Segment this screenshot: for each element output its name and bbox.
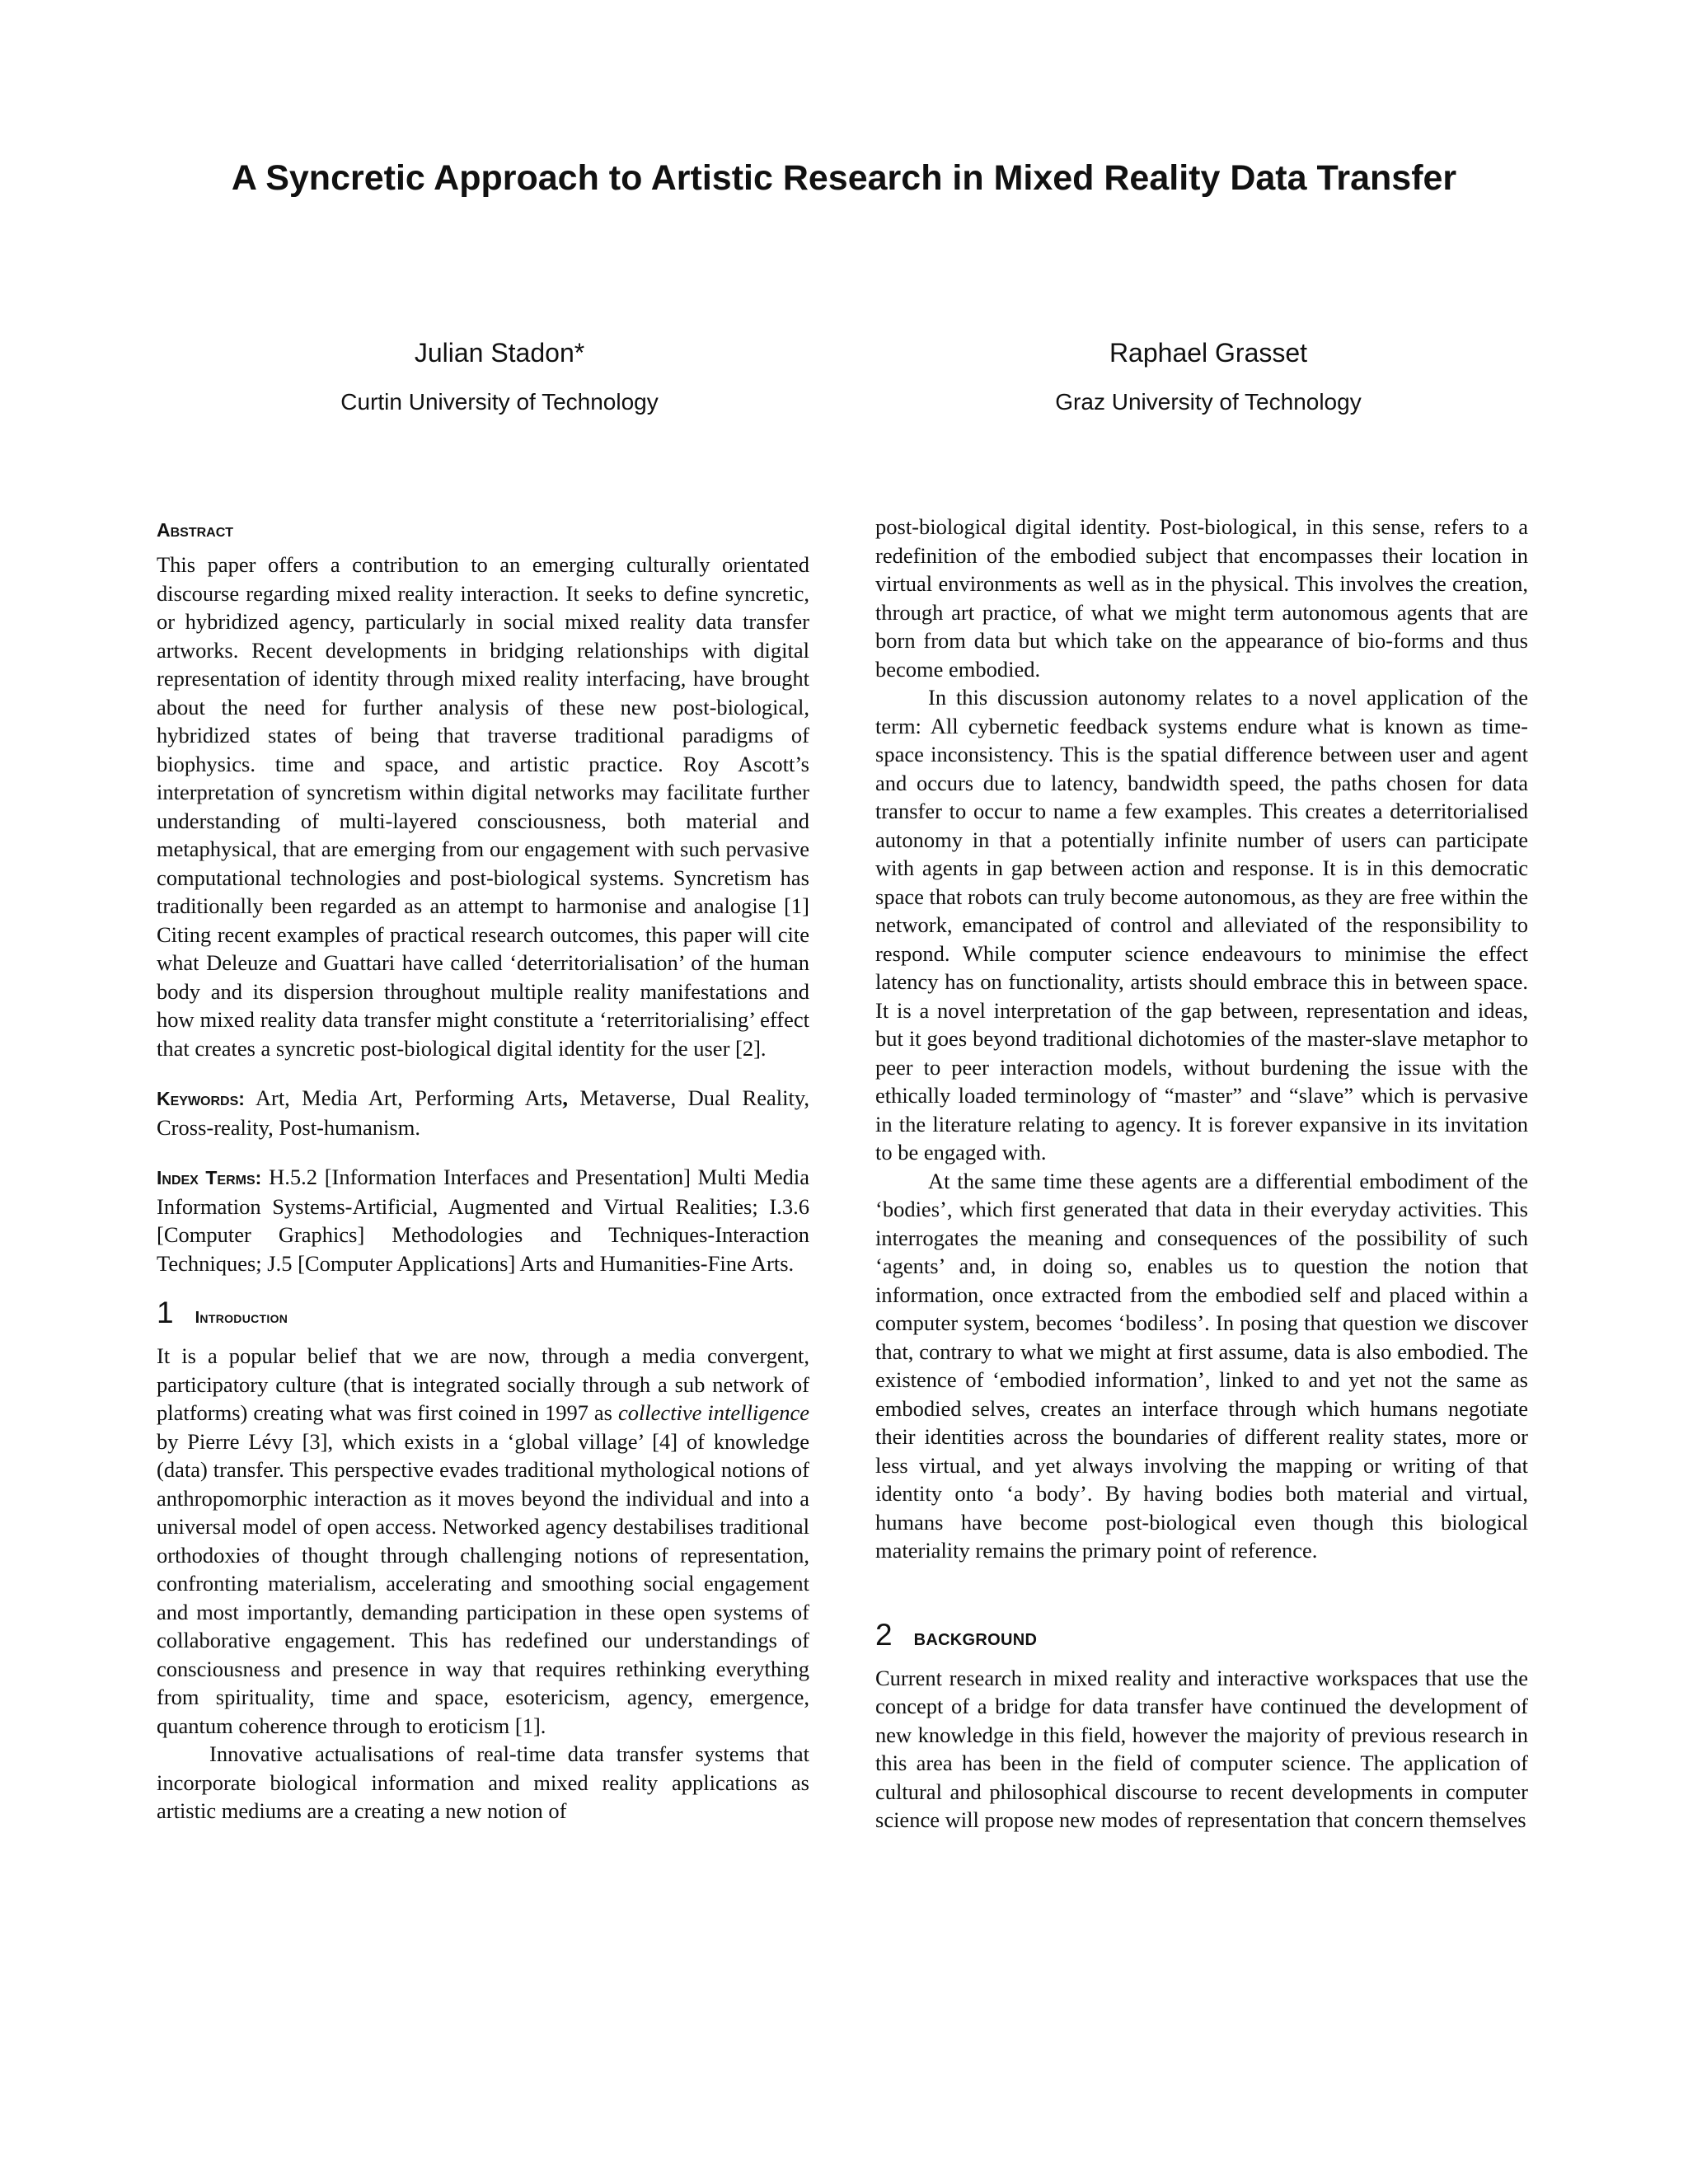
keywords-text: Metaverse, Dual Reality, Cross-reality, Post-humanism.	[157, 1085, 809, 1140]
author-affiliation: Graz University of Technology	[1055, 389, 1362, 415]
introduction-paragraph-4: In this discussion autonomy relates to a novel application of the term: All cybernetic feedback systems endure what is known as time-space inconsistency. This is the spatial difference between user and agent and occurs due to latency, bandwidth speed, the paths chosen for data transfer to occur to name a few examples. This creates a deterritorialised autonomy in that a potentially infinite number of users can participate with agents in gap between action and response. It is in this democratic space that robots can truly become autonomous, as they are free within the network, emancipated of control and alleviated of the responsibility to respond. While computer science endeavours to minimise the effect latency has on functionality, artists should embrace this in between space. It is a novel interpretation of the gap between, representation and ideas, but it goes beyond traditional dichotomies of the master-slave metaphor to peer to peer interaction models, without burdening the issue with the ethically loaded terminology of “master” and “slave” which is pervasive in the literature relating to agency. It is forever expansive in its invitation to be engaged with.	[875, 685, 1528, 1165]
keywords-label: Keywords:	[157, 1088, 245, 1109]
section-number: 2	[875, 1617, 893, 1652]
paper-title: A Syncretic Approach to Artistic Research in Mixed Reality Data Transfer	[231, 158, 1457, 198]
author-name: Raphael Grasset	[1109, 338, 1308, 368]
emphasis-text: collective intelligence	[617, 1400, 809, 1425]
abstract-heading: Abstract	[157, 519, 234, 541]
introduction-paragraph-2: Innovative actualisations of real-time data transfer systems that incorporate biological information and mixed reality applications as artistic mediums are a creating a new notion of	[157, 1741, 809, 1823]
introduction-paragraph-5: At the same time these agents are a differential embodiment of the ‘bodies’, which first generated that data in their everyday activities. This interrogates the meaning and consequences of the possibility of such ‘agents’ and, in doing so, enables us to question the notion that information, once extracted from the embodied self and placed within a computer system, becomes ‘bodiless’. In posing that question we discover that, contrary to what we might at first assume, data is also embodied. The existence of ‘embodied information’, linked to and yet not the same as embodied selves, creates an interface through which humans negotiate their identities across the boundaries of different reality states, more or less virtual, and yet always involving the mapping or writing of that identity onto ‘a body’. By having bodies both material and virtual, humans have become post-biological even though this biological materiality remains the primary point of reference.	[875, 1168, 1528, 1563]
introduction-paragraph-1	[157, 1342, 809, 1740]
abstract-text: This paper offers a contribution to an emerging culturally orientated discourse regarding mixed reality interaction. It seeks to define syncretic, or hybridized agency, particularly in social mixed reality data transfer artworks. Recent developments in bridging relationships with digital representation of identity through mixed reality interfacing, have brought about the need for further analysis of these new post-biological, hybridized states of being that traverse traditional paradigms of biophysics. time and space, and artistic practice. Roy Ascott’s interpretation of syncretism within digital networks may facilitate further understanding of multi-layered consciousness, both material and metaphysical, that are emerging from our engagement with such pervasive computational technologies and post-biological systems. Syncretism has traditionally been regarded as an attempt to harmonise and analogise [1] Citing recent examples of practical research outcomes, this paper will cite what Deleuze and Guattari have called ‘deterritorialisation’ of the human body and its dispersion throughout multiple reality manifestations and how mixed reality data transfer might constitute a ‘reterritorialising’ effect that creates a syncretic post-biological digital identity for the user [2].	[157, 552, 809, 1061]
right-column	[875, 513, 1528, 1835]
keywords	[157, 1084, 809, 1141]
author-name: Julian Stadon*	[414, 338, 585, 368]
section-number: 1	[157, 1296, 174, 1329]
index-terms-label: Index Terms:	[157, 1167, 262, 1188]
author-block-2	[837, 336, 1579, 417]
author-block-1	[129, 336, 870, 417]
text-run: by Pierre Lévy [3], which exists in a ‘global village’ [4] of knowledge (data) transfer. This perspective evades traditional mythological notions of anthropomorphic interaction as it moves beyond the individual and into a universal model of open access. Networked agency destabilises traditional orthodoxies of thought through challenging notions of representation, confronting materialism, accelerating and smoothing social engagement and most importantly, demanding participation in these open systems of collaborative engagement. This has redefined our understandings of consciousness and presence in way that requires rethinking everything from spirituality, time and space, esotericism, agency, emergence, quantum coherence through to eroticism [1].	[157, 1428, 809, 1738]
section-heading-introduction	[157, 1296, 809, 1335]
section-title: Introduction	[195, 1309, 288, 1327]
author-affiliation: Curtin University of Technology	[340, 389, 659, 415]
section-title: BACKGROUND	[913, 1630, 1038, 1649]
index-terms-text: H.5.2 [Information Interfaces and Presentation] Multi Media Information Systems-Artificial, Augmented and Virtual Realities; I.3.6 [Computer Graphics] Methodologies and Techniques-Interaction Techniques; J.5 [Computer Applications] Arts and Humanities-Fine Arts.	[157, 1165, 810, 1276]
keywords-bold-comma: ,	[562, 1085, 568, 1110]
section-heading-background	[875, 1618, 1528, 1657]
text-run: It is a popular belief that we are now, through a media convergent, participatory culture (that is integrated socially through a sub network of platforms) creating what was first coined in 1997 as	[157, 1343, 809, 1425]
background-paragraph-1: Current research in mixed reality and interactive workspaces that use the concept of a bridge for data transfer have continued the development of new knowledge in this field, however the majority of previous research in this area has been in the field of computer science. The application of cultural and philosophical discourse to recent developments in computer science will propose new modes of representation that concern themselves	[875, 1665, 1528, 1832]
keywords-text: Art, Media Art, Performing Arts	[244, 1085, 563, 1110]
introduction-paragraph-3: post-biological digital identity. Post-biological, in this sense, refers to a redefinition of the embodied subject that encompasses their location in virtual environments as well as in the physical. This involves the creation, through art practice, of what we might term autonomous agents that are born from data but which take on the appearance of bio-forms and thus become embodied.	[875, 514, 1528, 682]
left-column	[157, 513, 809, 1825]
index-terms	[157, 1163, 809, 1277]
